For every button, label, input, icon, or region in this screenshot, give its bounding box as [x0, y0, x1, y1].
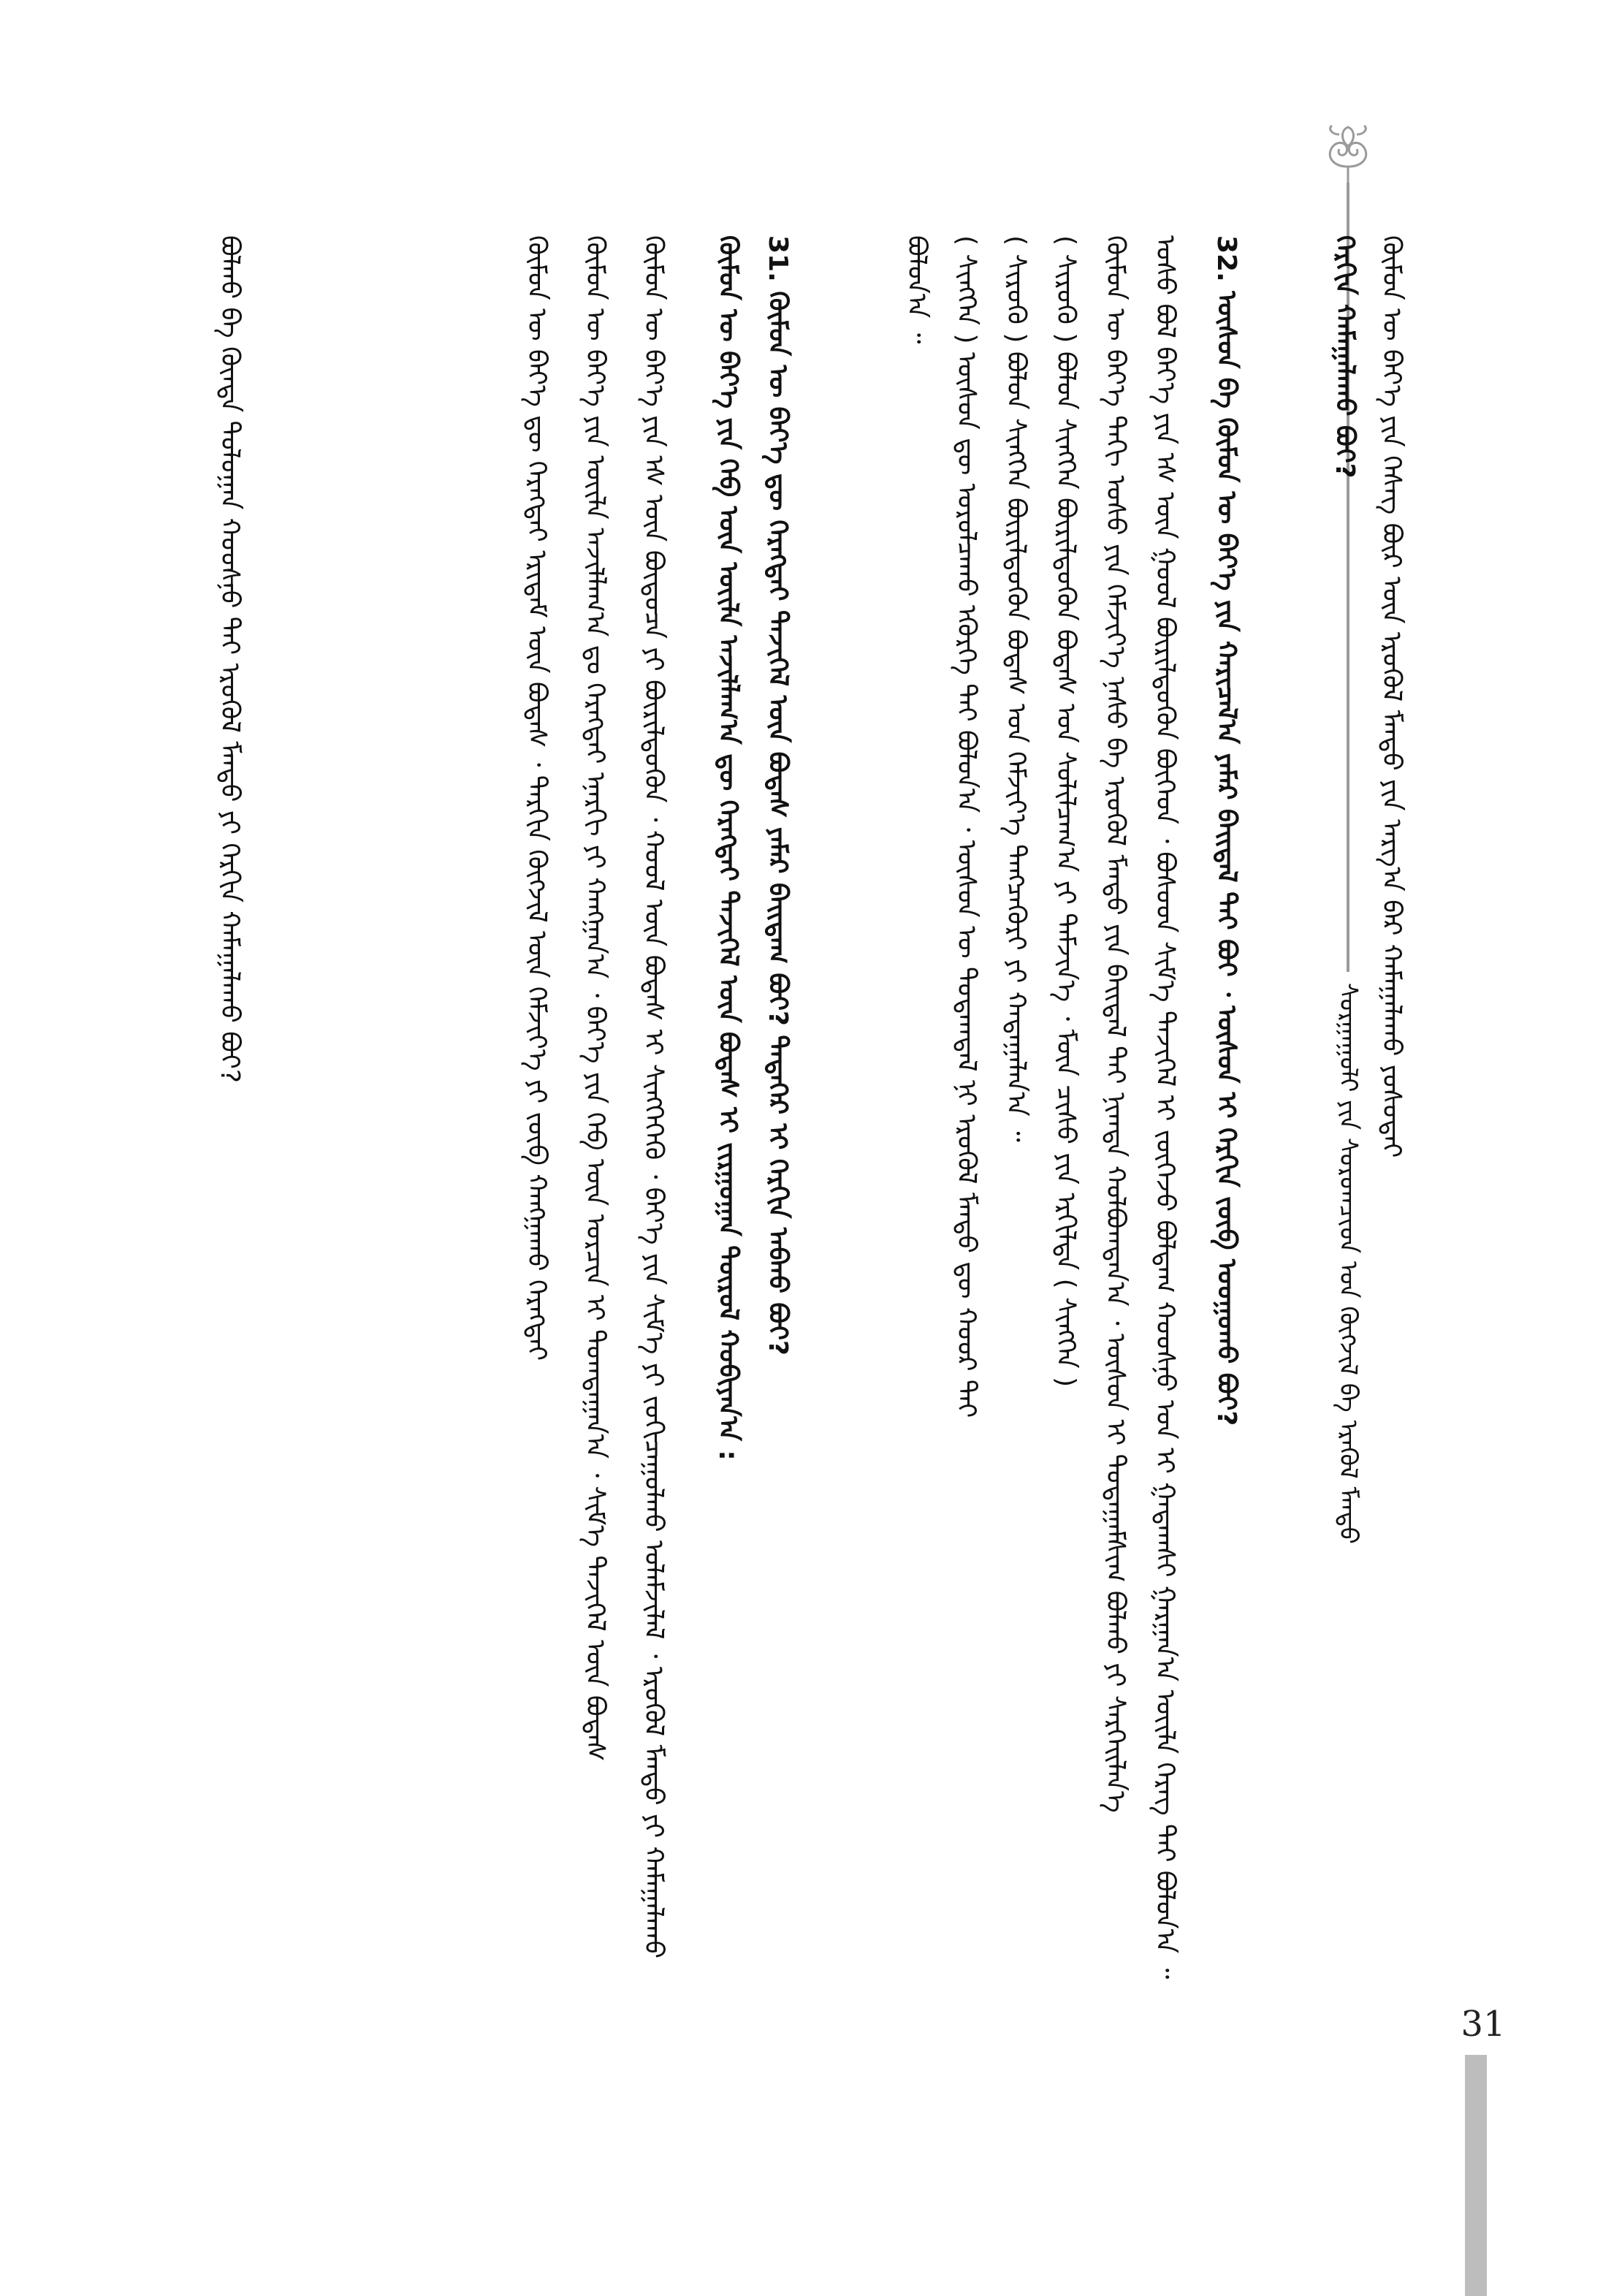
paragraph-line [577, 235, 612, 2106]
question-heading [760, 235, 795, 2106]
paragraph-line [1327, 235, 1362, 2106]
question-number: 31. [763, 235, 793, 282]
line-text: ᠬᠦᠮᠦᠨ ᠦ ᠪᠡᠶ᠎ᠡ ᠳᠡᠬᠢ ᠤᠰᠤ ᠶᠢᠨ ᠬᠡᠮᠵᠢᠶ᠎ᠡ ᠨᠠᠰᠤ ᠪᠠ ᠡᠷᠦᠬᠦᠯ ᠮᠡᠨᠳᠦ ᠶᠢᠨ ᠪᠠᠢᠳᠠᠯ ᠲᠠᠢ ᠨᠢᠭᠲᠠ ᠬᠣᠯᠪᠣᠭᠳᠠᠨ᠎ᠠ ᠂ ᠦᠰᠦᠨ ᠢ ᠳᠤᠲᠠᠭᠠᠮᠰᠢᠭ ᠪᠣᠯᠬᠤ ᠶᠢ ᠰᠡᠷᠭᠡᠢᠯᠡᠨ᠎ᠡ [1100, 235, 1130, 1813]
paragraph-line [212, 235, 247, 2106]
line-text: ᠤᠰᠤ ᠪᠤᠯ ᠪᠡᠶ᠎ᠡ ᠶᠢᠨ ᠡᠰ ᠦᠨ ᠭᠣᠣᠯ ᠪᠦᠷᠢᠯᠳᠦᠬᠦᠨ ᠪᠥᠭᠡᠳ ᠂ ᠪᠤᠰᠤᠳ ᠰᠢᠮ᠎ᠡ ᠲᠡᠵᠢᠭᠡᠯ ᠢ ᠵᠥᠭᠡᠵᠦ ᠪᠤᠯᠳᠠᠭ ᠬᠣᠣᠰᠨᠤ ᠡᠳ ᠢ ᠭᠠᠳᠠᠭᠱᠢ ᠭᠠᠷᠭᠠᠨ᠎ᠠ ᠦᠢᠯᠡ ᠬᠡᠷᠡᠭ ᠲᠠᠢ ᠪᠣᠯᠤᠨ᠎ᠠ ᠃ [1150, 235, 1180, 1980]
line-text: ᠬᠦᠮᠦᠨ ᠦ ᠪᠡᠶ᠎ᠡ ᠶᠢᠨ ᠬᠡᠪ ᠦᠨ ᠦᠢᠯᠡ ᠠᠵᠢᠯᠯᠠᠭ᠎ᠠ ᠳᠦ ᠬᠡᠷᠡᠭᠲᠡᠢ ᠲᠡᠵᠢᠭᠡᠯ ᠦᠨ ᠪᠣᠳᠠᠰ ᠢ ᠵᠢᠷᠭᠤᠭᠠᠨ ᠲᠥᠷᠥᠯ ᠬᠤᠪᠢᠶᠠᠨ᠎ᠠ : [713, 235, 743, 1461]
line-text: ᠪᠣᠯᠬᠤ ᠪᠠ ᠬᠥᠨᠳᠡ ᠳᠣᠯᠣᠭᠠᠨ ᠬᠣᠣᠰᠨᠤ ᠲᠠᠢ ᠡᠷᠦᠬᠦᠯ ᠮᠡᠨᠳᠦ ᠶᠢ ᠬᠡᠷᠬᠢᠨ ᠬᠠᠮᠠᠭᠠᠯᠠᠬᠤ ᠪᠤᠢ? [215, 235, 245, 1084]
paragraph-line [1374, 235, 1409, 2106]
page-edge-tab [1465, 2055, 1487, 2296]
line-text: ( ᠰᠢᠷᠦᠭᠦ ) ᠪᠣᠯᠤᠨ ᠰᠢᠩᠭᠡᠨ ᠪᠦᠷᠢᠯᠳᠦᠬᠦᠨ ᠪᠣᠳᠠᠰ ᠤᠨ ᠰᠣᠯᠢᠯᠴᠠᠭ᠎ᠠ ᠶᠢ ᠳᠡᠮᠵᠢᠨ᠎ᠡ ᠂ ᠮᠥᠨ ᠴᠢᠰᠤ ᠶᠢᠨ ᠡᠷᠭᠢᠯᠲᠡ ( ᠰᠢᠩᠭᠡᠨ ) [1051, 235, 1081, 1388]
line-text: ᠬᠡᠷᠬᠢᠨ ᠬᠠᠮᠠᠭᠠᠯᠠᠬᠤ ᠪᠤᠢ? [1330, 235, 1360, 479]
paragraph-line [899, 235, 934, 2106]
paragraph-line [710, 235, 745, 2106]
paragraph-line [1097, 235, 1132, 2106]
line-text: ( ᠰᠢᠩᠭᠡᠨ ) ᠦᠰᠦᠨ ᠳᠦ ᠣᠷᠣᠯᠴᠠᠬᠤ ᠡᠭᠦᠷᠭᠡ ᠲᠠᠢ ᠪᠣᠯᠤᠨ᠎ᠠ ᠂ ᠦᠰᠦᠨ ᠦ ᠳᠤᠲᠠᠭᠳᠠᠯ ᠨᠢ ᠡᠷᠦᠬᠦᠯ ᠮᠡᠨᠳᠦ ᠳᠦ ᠬᠣᠣᠷ ᠲᠠᠢ [951, 235, 981, 1418]
line-text: ᠬᠦᠮᠦᠨ ᠦ ᠪᠡᠶ᠎ᠡ ᠶᠢᠨ ᠬᠡᠰᠡᠭ ᠪᠦᠷ ᠦᠨ ᠡᠷᠦᠬᠦᠯ ᠮᠡᠨᠳᠦ ᠶᠢᠨ ᠠᠷᠭ᠎ᠠ ᠪᠠᠷ ᠬᠠᠮᠠᠭᠠᠯᠠᠬᠤ ᠶᠤᠰᠤᠲᠠᠢ [1377, 235, 1406, 1158]
page-number: 31 [1461, 2004, 1506, 2045]
body-text [168, 235, 1406, 2106]
line-text: ( ᠰᠢᠷᠦᠭᠦ ) ᠪᠣᠯᠤᠨ ᠰᠢᠩᠭᠡᠨ ᠪᠦᠷᠢᠯᠳᠦᠬᠦᠨ ᠪᠣᠳᠠᠰ ᠤᠨ ᠬᠡᠮᠵᠢᠶ᠎ᠡ ᠲᠡᠩᠴᠡᠭᠦᠷᠢ ᠶᠢ ᠬᠠᠳᠠᠭᠠᠯᠠᠨ᠎ᠠ ᠃ [1001, 235, 1031, 1142]
line-text: ᠬᠦᠮᠦᠨ ᠦ ᠪᠡᠶ᠎ᠡ ᠶᠢᠨ ᠦᠢᠯᠡ ᠠᠵᠢᠯᠯᠠᠭ᠎ᠠ ᠳᠤ ᠬᠡᠷᠡᠭᠲᠡᠢ ᠡᠨᠡᠷᠭᠢ ᠶᠢ ᠬᠠᠩᠭᠠᠨ᠎ᠠ ᠂ ᠪᠡᠶ᠎ᠡ ᠶᠢᠨ ᠬᠡᠪ ᠦᠨ ᠣᠷᠴᠢᠨ ᠢ ᠲᠣᠭᠲᠠᠭᠠᠨ᠎ᠠ ᠂ ᠰᠢᠮ᠎ᠡ ᠲᠡᠵᠢᠭᠡᠯ ᠦᠨ ᠪᠣᠳᠠᠰ [580, 235, 610, 1762]
paragraph-line [519, 235, 554, 2106]
question-number: 32. [1211, 235, 1241, 282]
paragraph-line [1048, 235, 1083, 2106]
ornament-icon [1319, 124, 1377, 186]
running-head: ᠰᠤᠷᠭᠠᠭᠤᠯᠢ ᠶᠢᠨ ᠰᠤᠷᠤᠭᠴᠢᠳ ᠤᠨ ᠬᠥᠭᠵᠢᠯ ᠪᠠ ᠡᠷᠡᠭᠦᠯ ᠮᠡᠨᠳᠦ [1333, 983, 1363, 1544]
paragraph-line [636, 235, 671, 2106]
paragraph-line [1147, 235, 1182, 2106]
line-text: ᠪᠣᠯᠤᠨ᠎ᠠ ᠃ [902, 235, 932, 344]
paragraph-line [998, 235, 1033, 2106]
line-text: ᠬᠦᠮᠦᠨ ᠦ ᠪᠡᠶ᠎ᠡ ᠶᠢᠨ ᠡᠰ ᠦᠨ ᠪᠦᠲᠦᠴᠡ ᠶᠢ ᠪᠦᠷᠢᠯᠳᠦᠬᠦᠨ ᠂ ᠬᠣᠣᠯ ᠦᠨ ᠪᠣᠳᠠᠰ ᠢ ᠰᠢᠩᠭᠡᠭᠡᠬᠦ ᠂ ᠪᠡᠶ᠎ᠡ ᠶᠢᠨ ᠰᠢᠮ᠎ᠡ ᠶᠢ ᠵᠣᠬᠢᠴᠠᠭᠤᠯᠬᠤ ᠤᠯᠠᠮᠵᠢᠯᠠᠯ ᠂ ᠡᠷᠦᠬᠦᠯ ᠮᠡᠨᠳᠦ ᠶᠢ ᠬᠠᠮᠠᠭᠠᠯᠠᠬᠤ [639, 235, 669, 1959]
question-heading [1208, 235, 1244, 2106]
question-text: ᠦᠰᠦᠨ ᠪᠠ ᠬᠦᠮᠦᠨ ᠦ ᠪᠡᠶ᠎ᠡ ᠶᠢᠨ ᠬᠠᠷᠢᠴᠠᠯ᠎ᠠ ᠶᠠᠮᠠᠷ ᠪᠠᠢᠳᠠᠯ ᠲᠠᠢ ᠪᠤᠢ ᠂ ᠦᠰᠦᠨ ᠢ ᠬᠡᠷᠬᠢᠨ ᠵᠦᠪ ᠤᠤᠭᠤᠬᠤ ᠪᠤᠢ? [1211, 291, 1241, 1426]
paragraph-line [948, 235, 983, 2106]
line-text: ᠬᠦᠮᠦᠨ ᠦ ᠪᠡᠶ᠎ᠡ ᠳᠦ ᠬᠡᠷᠡᠭᠲᠡᠢ ᠡᠷᠢᠳᠡᠮ ᠦᠨ ᠪᠣᠳᠠᠰ ᠂ ᠲᠠᠷᠬᠢᠨ ᠬᠥᠭᠵᠢᠯ ᠦᠨ ᠬᠡᠮᠵᠢᠶ᠎ᠡ ᠶᠢ ᠵᠥᠪ ᠬᠠᠩᠭᠠᠬᠤ ᠬᠡᠷᠡᠭᠲᠡᠢ [522, 235, 552, 1361]
question-text: ᠬᠦᠮᠦᠨ ᠦ ᠪᠡᠶ᠎ᠡ ᠳᠦ ᠬᠡᠷᠡᠭᠲᠡᠢ ᠲᠡᠵᠢᠭᠡᠯ ᠦᠨ ᠪᠣᠳᠠᠰ ᠶᠠᠮᠠᠷ ᠪᠠᠢᠳᠠᠭ ᠪᠤᠢ? ᠲᠡᠳᠡᠭᠡᠷ ᠢ ᠬᠡᠷᠬᠢᠨ ᠠᠪᠬᠤ ᠪᠤᠢ? [763, 291, 793, 1356]
